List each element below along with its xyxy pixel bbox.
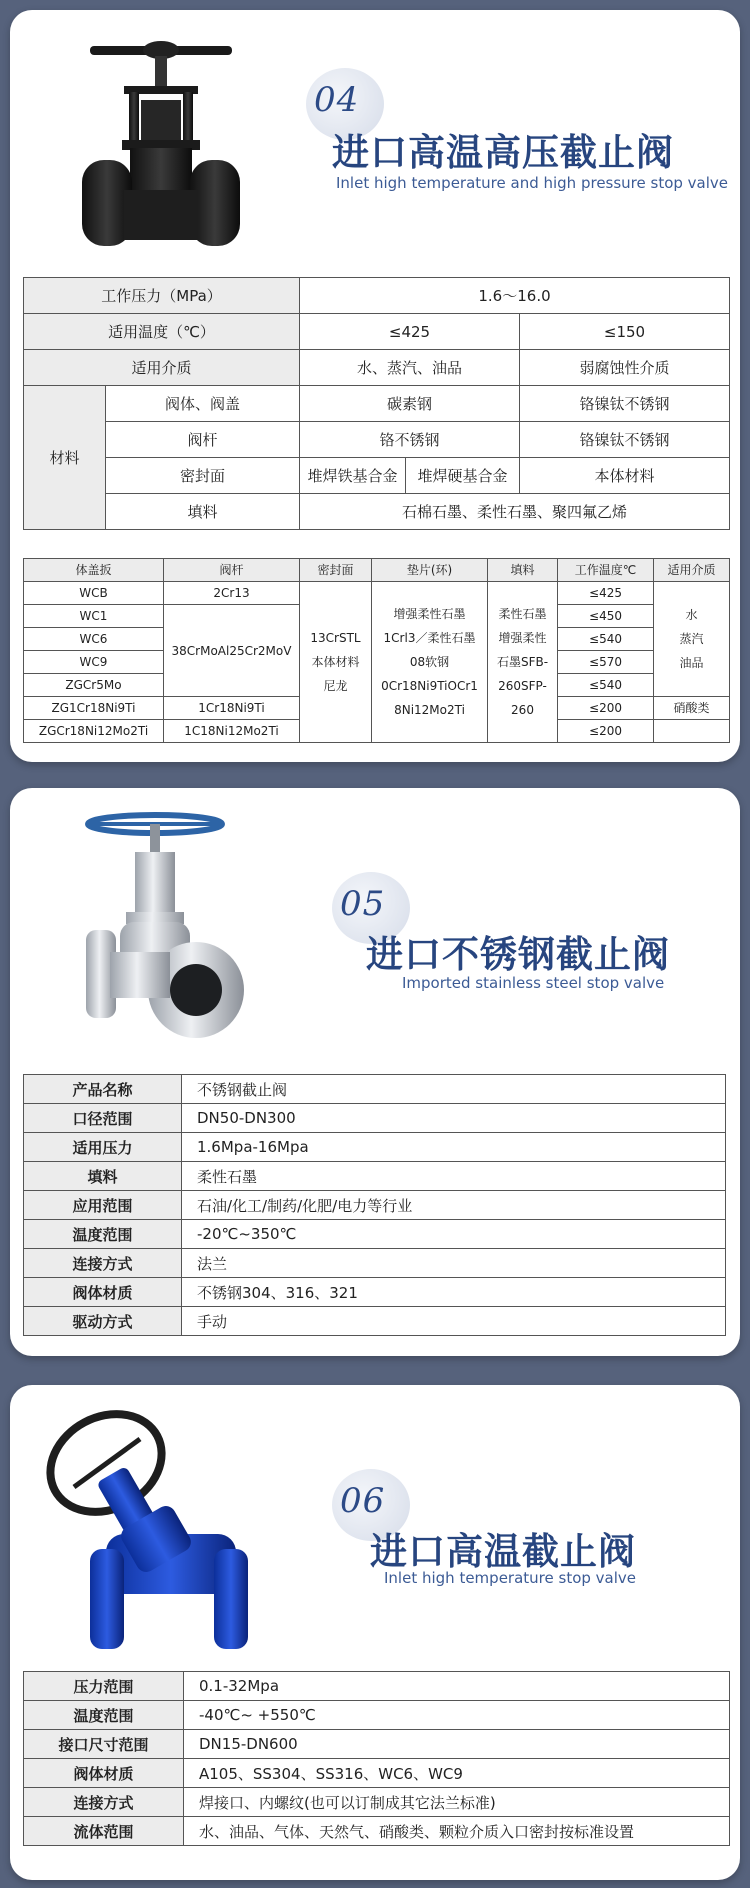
- table-row: [24, 314, 730, 350]
- y-type-stop-valve-icon: [44, 1409, 284, 1659]
- table-row: [24, 1249, 726, 1278]
- row-key: 适用压力: [24, 1133, 182, 1162]
- body-value-a: 碳素钢: [300, 386, 520, 422]
- packing-label: 填料: [106, 494, 300, 530]
- spec-table: [23, 1074, 726, 1336]
- header-cell: 阀杆: [164, 559, 300, 582]
- medium-label: 适用介质: [24, 350, 300, 386]
- body-cell: WCB: [24, 582, 164, 605]
- gasket-line: 8Ni12Mo2Ti: [394, 703, 465, 717]
- gasket-line: 1Crl3／柔性石墨: [383, 631, 476, 645]
- row-key: 温度范围: [24, 1701, 184, 1730]
- seal-cell: [300, 582, 372, 743]
- table-row: [24, 1759, 730, 1788]
- packing-cell: [488, 582, 558, 743]
- seal-value-a2: 堆焊硬基合金: [406, 458, 520, 494]
- row-key: 应用范围: [24, 1191, 182, 1220]
- header-cell: 适用介质: [654, 559, 730, 582]
- section-title: 进口不锈钢截止阀: [366, 933, 670, 976]
- stem-value-a: 铬不锈钢: [300, 422, 520, 458]
- packing-line: 柔性石墨: [498, 607, 547, 621]
- body-cell: WC6: [24, 628, 164, 651]
- section-subtitle: Imported stainless steel stop valve: [402, 974, 665, 992]
- temp-cell: ≤200: [558, 720, 654, 743]
- row-value: 0.1-32Mpa: [184, 1672, 730, 1701]
- stem-cell: 38CrMoAl25Cr2MoV: [164, 605, 300, 697]
- section-number: 06: [340, 1481, 386, 1521]
- stem-cell: 2Cr13: [164, 582, 300, 605]
- table-row: [24, 582, 730, 605]
- stainless-steel-stop-valve-icon: [80, 812, 270, 1052]
- row-key: 口径范围: [24, 1104, 182, 1133]
- table-row: [24, 422, 730, 458]
- body-value-b: 铬镍钛不锈钢: [520, 386, 730, 422]
- medium-value-b: 弱腐蚀性介质: [520, 350, 730, 386]
- gasket-line: 08软钢: [409, 655, 450, 669]
- table-row: [24, 1191, 726, 1220]
- body-cell: ZGCr18Ni12Mo2Ti: [24, 720, 164, 743]
- section-number: 05: [340, 884, 386, 924]
- product-card-06: [10, 1385, 740, 1880]
- table-row: [24, 350, 730, 386]
- row-key: 阀体材质: [24, 1278, 182, 1307]
- spec-table: [23, 277, 730, 530]
- temp-cell: ≤570: [558, 651, 654, 674]
- medium-value-a: 水、蒸汽、油品: [300, 350, 520, 386]
- temp-cell: ≤425: [558, 582, 654, 605]
- row-key: 连接方式: [24, 1249, 182, 1278]
- packing-value: 石棉石墨、柔性石墨、聚四氟乙烯: [300, 494, 730, 530]
- seal-line: 13CrSTL: [310, 631, 361, 645]
- row-value: 焊接口、内螺纹(也可以订制成其它法兰标准): [184, 1788, 730, 1817]
- body-cell: ZG1Cr18Ni9Ti: [24, 697, 164, 720]
- material-table: [23, 558, 730, 743]
- gasket-line: 0Cr18Ni9TiOCr1: [381, 679, 478, 693]
- seal-line: 本体材料: [311, 655, 360, 669]
- row-value: 不锈钢截止阀: [182, 1075, 726, 1104]
- row-key: 温度范围: [24, 1220, 182, 1249]
- material-label: 材料: [24, 386, 106, 530]
- row-key: 阀体材质: [24, 1759, 184, 1788]
- product-card-05: [10, 788, 740, 1356]
- medium-line: 水: [685, 608, 698, 622]
- temp-value-b: ≤150: [520, 314, 730, 350]
- table-row: [24, 1307, 726, 1336]
- packing-line: 260: [511, 703, 534, 717]
- temp-label: 适用温度（℃）: [24, 314, 300, 350]
- header-cell: 工作温度℃: [558, 559, 654, 582]
- medium-cell: [654, 582, 730, 697]
- pressure-label: 工作压力（MPa）: [24, 278, 300, 314]
- row-value: 石油/化工/制药/化肥/电力等行业: [182, 1191, 726, 1220]
- table-row: [24, 1817, 730, 1846]
- seal-line: 尼龙: [323, 679, 348, 693]
- spec-table: [23, 1671, 730, 1846]
- temp-cell: ≤540: [558, 674, 654, 697]
- table-row: [24, 494, 730, 530]
- table-row: [24, 278, 730, 314]
- row-key: 连接方式: [24, 1788, 184, 1817]
- row-value: 水、油品、气体、天然气、硝酸类、颗粒介质入口密封按标准设置: [184, 1817, 730, 1846]
- stem-cell: 1C18Ni12Mo2Ti: [164, 720, 300, 743]
- row-value: 手动: [182, 1307, 726, 1336]
- packing-line: 增强柔性: [498, 631, 547, 645]
- table-row: [24, 1672, 730, 1701]
- header-cell: 填料: [488, 559, 558, 582]
- row-value: -20℃~350℃: [182, 1220, 726, 1249]
- row-key: 接口尺寸范围: [24, 1730, 184, 1759]
- table-row: [24, 1788, 730, 1817]
- table-row: [24, 1730, 730, 1759]
- row-value: 柔性石墨: [182, 1162, 726, 1191]
- row-value: DN15-DN600: [184, 1730, 730, 1759]
- body-cell: WC1: [24, 605, 164, 628]
- seal-value-a1: 堆焊铁基合金: [300, 458, 406, 494]
- row-value: DN50-DN300: [182, 1104, 726, 1133]
- medium-cell: 硝酸类: [654, 697, 730, 720]
- table-row: [24, 1162, 726, 1191]
- header-cell: 垫片(环): [372, 559, 488, 582]
- table-header-row: [24, 559, 730, 582]
- stem-cell: 1Cr18Ni9Ti: [164, 697, 300, 720]
- section-subtitle: Inlet high temperature and high pressure stop valve: [336, 174, 729, 192]
- medium-line: 蒸汽: [679, 632, 704, 646]
- row-key: 产品名称: [24, 1075, 182, 1104]
- forged-steel-stop-valve-icon: [74, 30, 274, 260]
- medium-cell-empty: [654, 720, 730, 743]
- table-row: [24, 1104, 726, 1133]
- row-value: -40℃~ +550℃: [184, 1701, 730, 1730]
- gasket-line: 增强柔性石墨: [393, 607, 466, 621]
- row-value: A105、SS304、SS316、WC6、WC9: [184, 1759, 730, 1788]
- row-value: 法兰: [182, 1249, 726, 1278]
- row-value: 不锈钢304、316、321: [182, 1278, 726, 1307]
- pressure-value: 1.6～16.0: [300, 278, 730, 314]
- table-row: [24, 1075, 726, 1104]
- product-card-04: [10, 10, 740, 762]
- stem-value-b: 铬镍钛不锈钢: [520, 422, 730, 458]
- header-cell: 体盖扳: [24, 559, 164, 582]
- table-row: [24, 1701, 730, 1730]
- gasket-cell: [372, 582, 488, 743]
- temp-cell: ≤200: [558, 697, 654, 720]
- table-row: [24, 1220, 726, 1249]
- row-key: 驱动方式: [24, 1307, 182, 1336]
- table-row: [24, 1278, 726, 1307]
- temp-value-a: ≤425: [300, 314, 520, 350]
- section-title: 进口高温高压截止阀: [332, 131, 674, 174]
- seal-value-b: 本体材料: [520, 458, 730, 494]
- table-row: [24, 386, 730, 422]
- table-row: [24, 458, 730, 494]
- header-cell: 密封面: [300, 559, 372, 582]
- row-value: 1.6Mpa-16Mpa: [182, 1133, 726, 1162]
- temp-cell: ≤450: [558, 605, 654, 628]
- body-label: 阀体、阀盖: [106, 386, 300, 422]
- medium-line: 油品: [679, 656, 704, 670]
- section-title: 进口高温截止阀: [370, 1530, 636, 1573]
- table-row: [24, 1133, 726, 1162]
- section-number: 04: [314, 80, 360, 120]
- body-cell: ZGCr5Mo: [24, 674, 164, 697]
- packing-line: 石墨SFB-: [496, 655, 549, 669]
- row-key: 流体范围: [24, 1817, 184, 1846]
- section-subtitle: Inlet high temperature stop valve: [384, 1569, 637, 1587]
- stem-label: 阀杆: [106, 422, 300, 458]
- row-key: 压力范围: [24, 1672, 184, 1701]
- temp-cell: ≤540: [558, 628, 654, 651]
- row-key: 填料: [24, 1162, 182, 1191]
- packing-line: 260SFP-: [498, 679, 547, 693]
- body-cell: WC9: [24, 651, 164, 674]
- seal-label: 密封面: [106, 458, 300, 494]
